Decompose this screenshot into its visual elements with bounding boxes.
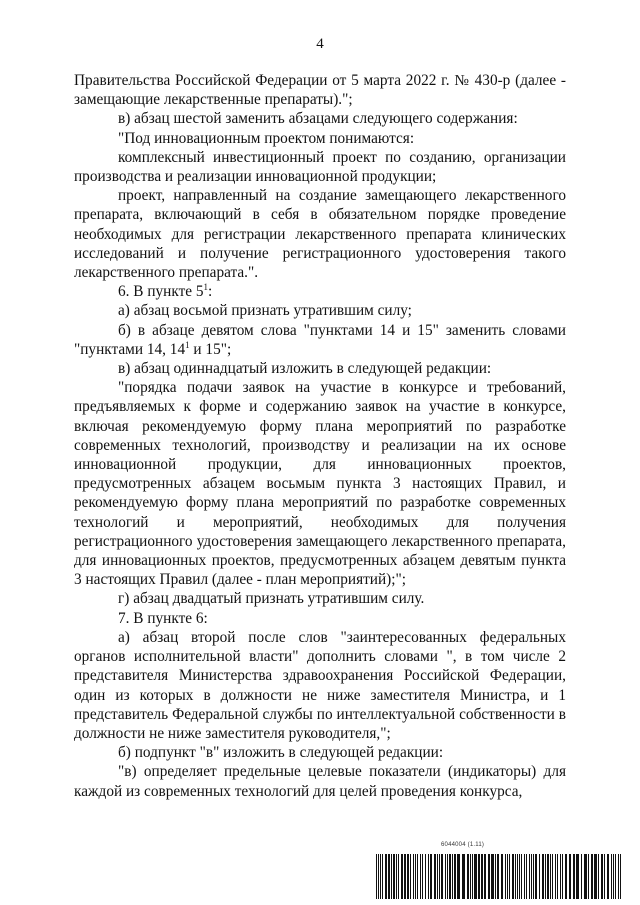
paragraph	[74, 148, 566, 186]
paragraph	[74, 609, 566, 628]
paragraph	[74, 378, 566, 589]
paragraph-text: комплексный инвестиционный проект по созданию, организации производства и реализации инновационной продукции;	[74, 148, 566, 186]
paragraph-text: Правительства Российской Федерации от 5 марта 2022 г. № 430-р (далее - замещающие лекарственные препараты).";	[74, 72, 566, 109]
barcode-code-text: 6044004 (1.11)	[441, 842, 485, 848]
paragraph-text: "Под инновационным проектом понимаются:	[118, 129, 415, 147]
paragraph	[74, 743, 566, 762]
paragraph-text-tail: и 15";	[189, 340, 232, 358]
paragraph-text: г) абзац двадцатый признать утратившим силу.	[118, 590, 425, 608]
paragraph-text: а) абзац восьмой признать утратившим силу;	[118, 302, 412, 320]
paragraph-text: в) абзац одиннадцатый изложить в следующей редакции:	[118, 360, 492, 378]
paragraph-text: "в) определяет предельные целевые показатели (индикаторы) для каждой из современных технологий для целей проведения конкурса,	[74, 763, 566, 800]
paragraph	[74, 359, 566, 378]
paragraph	[74, 109, 566, 128]
paragraph	[74, 129, 566, 148]
paragraph	[74, 589, 566, 608]
paragraph-text: в) абзац шестой заменить абзацами следующего содержания:	[118, 110, 518, 128]
paragraph	[74, 301, 566, 320]
superscript: 1	[203, 282, 209, 293]
paragraph-text: 7. В пункте 6:	[118, 609, 208, 627]
paragraph	[74, 628, 566, 743]
page-number: 4	[316, 36, 324, 52]
barcode-image	[376, 854, 622, 899]
superscript: 1	[185, 339, 190, 350]
paragraph-text: 6. В пункте 5	[118, 283, 204, 301]
document-body	[74, 71, 566, 801]
paragraph-text: б) подпункт "в" изложить в следующей редакции:	[118, 744, 444, 762]
paragraph	[74, 282, 566, 301]
paragraph	[74, 71, 566, 109]
paragraph-text: проект, направленный на создание замещающего лекарственного препарата, включающий в себя в обязательном порядке проведение необходимых для регистрации лекарственного препарата клинических исследований и получение регистрационного удостоверения такого лекарственного препарата.".	[74, 187, 566, 282]
paragraph	[74, 762, 566, 800]
paragraph	[74, 186, 566, 282]
paragraph-text: "порядка подачи заявок на участие в конкурсе и требований, предъявляемых к форме и содержанию заявок на участие в конкурсе, включая рекомендуемую форму плана мероприятий по разработке современных технологий, производству и реализации на их основе инновационной продукции, для инновационных проектов, предусмотренных абзацем восьмым пункта 3 настоящих Правил, и рекомендуемую форму плана мероприятий по разработке современных технологий и мероприятий, необходимых для получения регистрационного удостоверения замещающего лекарственного препарата, для инновационных проектов, предусмотренных абзацем девятым пункта 3 настоящих Правил (далее - план мероприятий);";	[74, 379, 566, 589]
paragraph	[74, 321, 566, 359]
paragraph-text: б) в абзаце девятом слова "пунктами 14 и 15" заменить словами "пунктами 14, 14	[74, 321, 566, 358]
paragraph-text: а) абзац второй после слов "заинтересованных федеральных органов исполнительной власти" дополнить словами ", в том числе 2 представителя Министерства здравоохранения Российской Федерации, один из которых в должности не ниже заместителя Министра, и 1 представитель Федеральной службы по интеллектуальной собственности в должности не ниже заместителя руководителя,";	[74, 628, 566, 742]
paragraph-text-tail: :	[208, 283, 213, 301]
